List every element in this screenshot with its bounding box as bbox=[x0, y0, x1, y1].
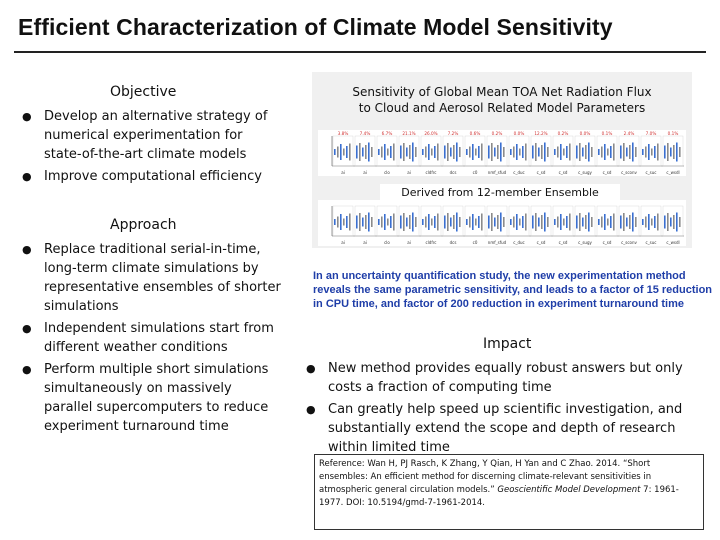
sensitivity-bar bbox=[425, 147, 427, 158]
sensitivity-percent-label: 0.6% bbox=[469, 131, 481, 136]
approach-item: ● Independent simulations start from different weather conditions bbox=[22, 319, 284, 357]
sensitivity-bar bbox=[541, 145, 543, 159]
sensitivity-bar bbox=[585, 145, 587, 159]
sensitivity-plot-ensemble bbox=[318, 200, 686, 246]
sensitivity-bar bbox=[588, 143, 590, 162]
sensitivity-bar bbox=[494, 218, 496, 227]
sensitivity-percent-label: 7.2% bbox=[447, 131, 459, 136]
objective-list bbox=[22, 107, 284, 189]
parameter-label: c_sconv bbox=[621, 170, 637, 175]
sensitivity-percent-label: 3.8% bbox=[337, 131, 349, 136]
parameter-label: c0 bbox=[472, 170, 478, 175]
sensitivity-bar bbox=[513, 147, 515, 158]
sensitivity-bar bbox=[519, 149, 521, 156]
result-statement: In an uncertainty quantification study, the new experimentation method reveals the same parametric sensitivity, and leads to a factor of 15 reduction in CPU time, and factor of 200 reduction in experiment turnaround time bbox=[313, 270, 713, 310]
sensitivity-bar bbox=[629, 145, 631, 159]
sensitivity-bar bbox=[362, 148, 364, 157]
sensitivity-bar bbox=[563, 149, 565, 156]
sensitivity-bar bbox=[503, 147, 505, 157]
figure-title bbox=[312, 84, 692, 116]
sensitivity-bar bbox=[544, 213, 546, 232]
sensitivity-bar bbox=[387, 219, 389, 226]
sensitivity-bar bbox=[450, 148, 452, 157]
sensitivity-bar bbox=[635, 217, 637, 227]
sensitivity-bar bbox=[532, 216, 534, 229]
sensitivity-bar bbox=[466, 149, 468, 155]
parameter-label: c_wsdl bbox=[666, 170, 680, 175]
sensitivity-percent-label: 7.4% bbox=[359, 131, 371, 136]
parameter-label: clo bbox=[384, 170, 390, 175]
parameter-label: c_sugy bbox=[578, 240, 592, 245]
sensitivity-bar bbox=[604, 214, 606, 230]
parameter-label: c_sd bbox=[602, 170, 612, 175]
sensitivity-bar bbox=[620, 146, 622, 159]
sensitivity-figure bbox=[312, 72, 692, 248]
sensitivity-bar bbox=[632, 143, 634, 162]
parameter-label: nmf_sfud bbox=[487, 240, 507, 245]
sensitivity-bar bbox=[365, 215, 367, 229]
parameter-label: dcs bbox=[449, 240, 457, 245]
sensitivity-plot-reference bbox=[318, 130, 686, 176]
sensitivity-bar bbox=[673, 145, 675, 159]
sensitivity-bar bbox=[494, 148, 496, 157]
sensitivity-bar bbox=[340, 214, 342, 230]
sensitivity-bar bbox=[393, 144, 395, 161]
sensitivity-bar bbox=[334, 219, 336, 225]
sensitivity-bar bbox=[582, 218, 584, 227]
sensitivity-bar bbox=[554, 149, 556, 155]
sensitivity-percent-label: 7.0% bbox=[645, 131, 657, 136]
sensitivity-bar bbox=[626, 218, 628, 227]
sensitivity-bar bbox=[651, 219, 653, 226]
sensitivity-bar bbox=[541, 215, 543, 229]
sensitivity-bar bbox=[582, 148, 584, 157]
sensitivity-bar bbox=[510, 219, 512, 225]
sensitivity-bar bbox=[591, 147, 593, 157]
parameter-label: cldfrc bbox=[425, 170, 437, 175]
sensitivity-bar bbox=[576, 146, 578, 159]
sensitivity-bar bbox=[497, 215, 499, 229]
reference-box bbox=[314, 454, 704, 530]
sensitivity-bar bbox=[371, 217, 373, 227]
sensitivity-bar bbox=[431, 149, 433, 156]
sensitivity-bar bbox=[513, 217, 515, 228]
parameter-label: cldfrc bbox=[425, 240, 437, 245]
sensitivity-bar bbox=[623, 143, 625, 161]
sensitivity-bar bbox=[610, 146, 612, 158]
sensitivity-bar bbox=[409, 215, 411, 229]
parameter-label: ai bbox=[363, 240, 367, 245]
sensitivity-bar bbox=[569, 144, 571, 161]
parameter-label: c0 bbox=[472, 240, 478, 245]
sensitivity-bar bbox=[607, 149, 609, 156]
sensitivity-bar bbox=[343, 149, 345, 156]
parameter-label: c_sd bbox=[602, 240, 612, 245]
sensitivity-bar bbox=[497, 145, 499, 159]
sensitivity-bar bbox=[500, 143, 502, 162]
sensitivity-bar bbox=[349, 144, 351, 161]
sensitivity-bar bbox=[444, 216, 446, 229]
parameter-label: ai bbox=[341, 170, 345, 175]
sensitivity-bar bbox=[456, 213, 458, 232]
sensitivity-bar bbox=[519, 219, 521, 226]
sensitivity-bar bbox=[613, 144, 615, 161]
sensitivity-bar bbox=[626, 148, 628, 157]
objective-heading: Objective bbox=[110, 84, 177, 100]
impact-item: ● New method provides equally robust answers but only costs a fraction of computing time bbox=[306, 359, 706, 397]
sensitivity-bar bbox=[371, 147, 373, 157]
sensitivity-percent-label: 0.1% bbox=[601, 131, 613, 136]
sensitivity-bar bbox=[472, 144, 474, 160]
sensitivity-bar bbox=[648, 144, 650, 160]
sensitivity-bar bbox=[664, 146, 666, 159]
sensitivity-bar bbox=[670, 218, 672, 227]
sensitivity-bar bbox=[547, 217, 549, 227]
parameter-label: c_sugy bbox=[578, 170, 592, 175]
sensitivity-bar bbox=[406, 148, 408, 157]
sensitivity-bar bbox=[679, 147, 681, 157]
title-divider bbox=[14, 51, 706, 53]
sensitivity-bar bbox=[588, 213, 590, 232]
sensitivity-bar bbox=[629, 215, 631, 229]
impact-heading: Impact bbox=[483, 336, 532, 352]
sensitivity-bar bbox=[654, 146, 656, 158]
approach-heading: Approach bbox=[110, 217, 177, 233]
sensitivity-bar bbox=[466, 219, 468, 225]
parameter-label: c_sd bbox=[558, 240, 568, 245]
figure-caption: Derived from 12-member Ensemble bbox=[380, 184, 620, 202]
sensitivity-bar bbox=[337, 217, 339, 228]
sensitivity-percent-label: 0.1% bbox=[667, 131, 679, 136]
sensitivity-bar bbox=[598, 149, 600, 155]
sensitivity-bar bbox=[453, 145, 455, 159]
sensitivity-bar bbox=[667, 213, 669, 231]
sensitivity-bar bbox=[356, 216, 358, 229]
sensitivity-bar bbox=[469, 147, 471, 158]
sensitivity-bar bbox=[334, 149, 336, 155]
sensitivity-bar bbox=[475, 149, 477, 156]
parameter-label: c_sd bbox=[558, 170, 568, 175]
sensitivity-bar bbox=[459, 147, 461, 157]
sensitivity-bar bbox=[645, 147, 647, 158]
sensitivity-bar bbox=[381, 147, 383, 158]
sensitivity-bar bbox=[400, 146, 402, 159]
sensitivity-bar bbox=[488, 216, 490, 229]
impact-item: ● Can greatly help speed up scientific investigation, and substantially extend the scope and depth of research within limited time bbox=[306, 400, 706, 457]
sensitivity-percent-label: 0.2% bbox=[491, 131, 503, 136]
parameter-label: c_suc bbox=[645, 170, 657, 175]
reference-journal: Geoscientific Model Development bbox=[497, 485, 641, 495]
sensitivity-bar bbox=[337, 147, 339, 158]
sensitivity-percent-label: 12.2% bbox=[534, 131, 548, 136]
sensitivity-bar bbox=[532, 146, 534, 159]
sensitivity-bar bbox=[403, 213, 405, 231]
sensitivity-bar bbox=[522, 146, 524, 158]
sensitivity-bar bbox=[557, 147, 559, 158]
sensitivity-bar bbox=[544, 143, 546, 162]
sensitivity-bar bbox=[434, 146, 436, 158]
sensitivity-bar bbox=[664, 216, 666, 229]
sensitivity-bar bbox=[412, 143, 414, 162]
sensitivity-bar bbox=[459, 217, 461, 227]
sensitivity-bar bbox=[560, 214, 562, 230]
sensitivity-bar bbox=[447, 213, 449, 231]
sensitivity-bar bbox=[359, 213, 361, 231]
parameter-label: ai bbox=[363, 170, 367, 175]
sensitivity-bar bbox=[679, 217, 681, 227]
sensitivity-bar bbox=[500, 213, 502, 232]
sensitivity-bar bbox=[516, 144, 518, 160]
sensitivity-bar bbox=[591, 217, 593, 227]
impact-list bbox=[306, 359, 706, 460]
sensitivity-bar bbox=[610, 216, 612, 228]
sensitivity-bar bbox=[623, 213, 625, 231]
objective-item: ● Improve computational efficiency bbox=[22, 167, 284, 186]
sensitivity-bar bbox=[384, 214, 386, 230]
sensitivity-bar bbox=[579, 213, 581, 231]
sensitivity-bar bbox=[415, 217, 417, 227]
sensitivity-bar bbox=[566, 146, 568, 158]
sensitivity-bar bbox=[547, 147, 549, 157]
parameter-label: nmf_sfud bbox=[487, 170, 507, 175]
sensitivity-bar bbox=[437, 214, 439, 231]
sensitivity-bar bbox=[657, 214, 659, 231]
sensitivity-percent-label: 0.0% bbox=[579, 131, 591, 136]
sensitivity-bar bbox=[601, 147, 603, 158]
sensitivity-bar bbox=[478, 216, 480, 228]
sensitivity-percent-label: 2.4% bbox=[623, 131, 635, 136]
sensitivity-bar bbox=[673, 215, 675, 229]
approach-list bbox=[22, 240, 284, 439]
sensitivity-bar bbox=[453, 215, 455, 229]
sensitivity-bar bbox=[431, 219, 433, 226]
sensitivity-bar bbox=[415, 147, 417, 157]
sensitivity-bar bbox=[390, 216, 392, 228]
sensitivity-bar bbox=[510, 149, 512, 155]
sensitivity-bar bbox=[475, 219, 477, 226]
sensitivity-bar bbox=[447, 143, 449, 161]
sensitivity-bar bbox=[525, 144, 527, 161]
sensitivity-bar bbox=[472, 214, 474, 230]
sensitivity-bar bbox=[566, 216, 568, 228]
sensitivity-percent-label: 0.2% bbox=[557, 131, 569, 136]
sensitivity-bar bbox=[456, 143, 458, 162]
sensitivity-bar bbox=[676, 143, 678, 162]
sensitivity-bar bbox=[343, 219, 345, 226]
sensitivity-bar bbox=[340, 144, 342, 160]
parameter-label: c_duc bbox=[513, 240, 525, 245]
figure-title-line-1: Sensitivity of Global Mean TOA Net Radiation Flux bbox=[352, 85, 652, 99]
parameter-label: clo bbox=[384, 240, 390, 245]
reference-citation: 7: 1961-1977. DOI: 10.5194/gmd-7-1961-2014. bbox=[319, 485, 679, 508]
sensitivity-bar bbox=[569, 214, 571, 231]
sensitivity-bar bbox=[598, 219, 600, 225]
parameter-label: dcs bbox=[449, 170, 457, 175]
sensitivity-bar bbox=[422, 219, 424, 225]
parameter-label: ai bbox=[407, 170, 411, 175]
sensitivity-bar bbox=[381, 217, 383, 228]
sensitivity-bar bbox=[368, 213, 370, 232]
sensitivity-percent-label: 21.1% bbox=[402, 131, 416, 136]
sensitivity-bar bbox=[450, 218, 452, 227]
figure-title-line-2: to Cloud and Aerosol Related Model Parameters bbox=[358, 101, 646, 115]
sensitivity-bar bbox=[560, 144, 562, 160]
sensitivity-bar bbox=[535, 213, 537, 231]
reference-text: Reference: Wan H, PJ Rasch, K Zhang, Y Qian, H Yan and C Zhao. 2014. “Short ensembles: An efficient method for discerning climate-relevant sensitivities in atmospheric general circulation models.” bbox=[319, 459, 652, 495]
objective-item: ● Develop an alternative strategy of numerical experimentation for state-of-the-art climate models bbox=[22, 107, 284, 164]
sensitivity-bar bbox=[384, 144, 386, 160]
sensitivity-bar bbox=[362, 218, 364, 227]
sensitivity-bar bbox=[393, 214, 395, 231]
sensitivity-bar bbox=[576, 216, 578, 229]
sensitivity-bar bbox=[522, 216, 524, 228]
sensitivity-bar bbox=[412, 213, 414, 232]
sensitivity-bar bbox=[604, 144, 606, 160]
sensitivity-bar bbox=[651, 149, 653, 156]
sensitivity-percent-label: 6.7% bbox=[381, 131, 393, 136]
parameter-label: c_sd bbox=[536, 240, 546, 245]
sensitivity-bar bbox=[670, 148, 672, 157]
sensitivity-bar bbox=[409, 145, 411, 159]
approach-item: ● Replace traditional serial-in-time, long-term climate simulations by representative ensembles of shorter simulations bbox=[22, 240, 284, 316]
sensitivity-bar bbox=[378, 149, 380, 155]
parameter-label: ai bbox=[407, 240, 411, 245]
sensitivity-bar bbox=[346, 146, 348, 158]
sensitivity-bar bbox=[585, 215, 587, 229]
sensitivity-bar bbox=[635, 147, 637, 157]
sensitivity-bar bbox=[400, 216, 402, 229]
sensitivity-bar bbox=[642, 149, 644, 155]
sensitivity-bar bbox=[667, 143, 669, 161]
sensitivity-bar bbox=[491, 213, 493, 231]
sensitivity-bar bbox=[406, 218, 408, 227]
sensitivity-bar bbox=[469, 217, 471, 228]
sensitivity-bar bbox=[356, 146, 358, 159]
sensitivity-bar bbox=[368, 143, 370, 162]
parameter-label: c_sd bbox=[536, 170, 546, 175]
sensitivity-bar bbox=[579, 143, 581, 161]
sensitivity-bar bbox=[359, 143, 361, 161]
sensitivity-bar bbox=[607, 219, 609, 226]
parameter-label: c_duc bbox=[513, 170, 525, 175]
sensitivity-percent-label: 0.0% bbox=[513, 131, 525, 136]
sensitivity-bar bbox=[422, 149, 424, 155]
sensitivity-bar bbox=[503, 217, 505, 227]
sensitivity-bar bbox=[387, 149, 389, 156]
page-title: Efficient Characterization of Climate Model Sensitivity bbox=[18, 14, 613, 40]
sensitivity-bar bbox=[516, 214, 518, 230]
sensitivity-bar bbox=[557, 217, 559, 228]
sensitivity-bar bbox=[491, 143, 493, 161]
sensitivity-bar bbox=[676, 213, 678, 232]
plot-ensemble-svg bbox=[318, 200, 686, 246]
sensitivity-bar bbox=[620, 216, 622, 229]
parameter-label: ai bbox=[341, 240, 345, 245]
sensitivity-bar bbox=[378, 219, 380, 225]
sensitivity-percent-label: 26.0% bbox=[424, 131, 438, 136]
sensitivity-bar bbox=[428, 214, 430, 230]
sensitivity-bar bbox=[648, 214, 650, 230]
sensitivity-bar bbox=[434, 216, 436, 228]
sensitivity-bar bbox=[481, 214, 483, 231]
sensitivity-bar bbox=[478, 146, 480, 158]
parameter-label: c_suc bbox=[645, 240, 657, 245]
sensitivity-bar bbox=[428, 144, 430, 160]
parameter-label: c_wsdl bbox=[666, 240, 680, 245]
sensitivity-bar bbox=[425, 217, 427, 228]
sensitivity-bar bbox=[346, 216, 348, 228]
approach-item: ● Perform multiple short simulations simultaneously on massively parallel supercomputers to reduce experiment turnaround time bbox=[22, 360, 284, 436]
sensitivity-bar bbox=[657, 144, 659, 161]
plot-reference-svg bbox=[318, 130, 686, 176]
sensitivity-bar bbox=[444, 146, 446, 159]
sensitivity-bar bbox=[488, 146, 490, 159]
sensitivity-bar bbox=[645, 217, 647, 228]
sensitivity-bar bbox=[365, 145, 367, 159]
sensitivity-bar bbox=[403, 143, 405, 161]
sensitivity-bar bbox=[601, 217, 603, 228]
sensitivity-bar bbox=[390, 146, 392, 158]
sensitivity-bar bbox=[481, 144, 483, 161]
sensitivity-bar bbox=[654, 216, 656, 228]
sensitivity-bar bbox=[349, 214, 351, 231]
sensitivity-bar bbox=[632, 213, 634, 232]
parameter-label: c_sconv bbox=[621, 240, 637, 245]
sensitivity-bar bbox=[437, 144, 439, 161]
sensitivity-bar bbox=[538, 148, 540, 157]
sensitivity-bar bbox=[642, 219, 644, 225]
sensitivity-bar bbox=[535, 143, 537, 161]
sensitivity-bar bbox=[613, 214, 615, 231]
sensitivity-bar bbox=[563, 219, 565, 226]
sensitivity-bar bbox=[525, 214, 527, 231]
sensitivity-bar bbox=[538, 218, 540, 227]
sensitivity-bar bbox=[554, 219, 556, 225]
